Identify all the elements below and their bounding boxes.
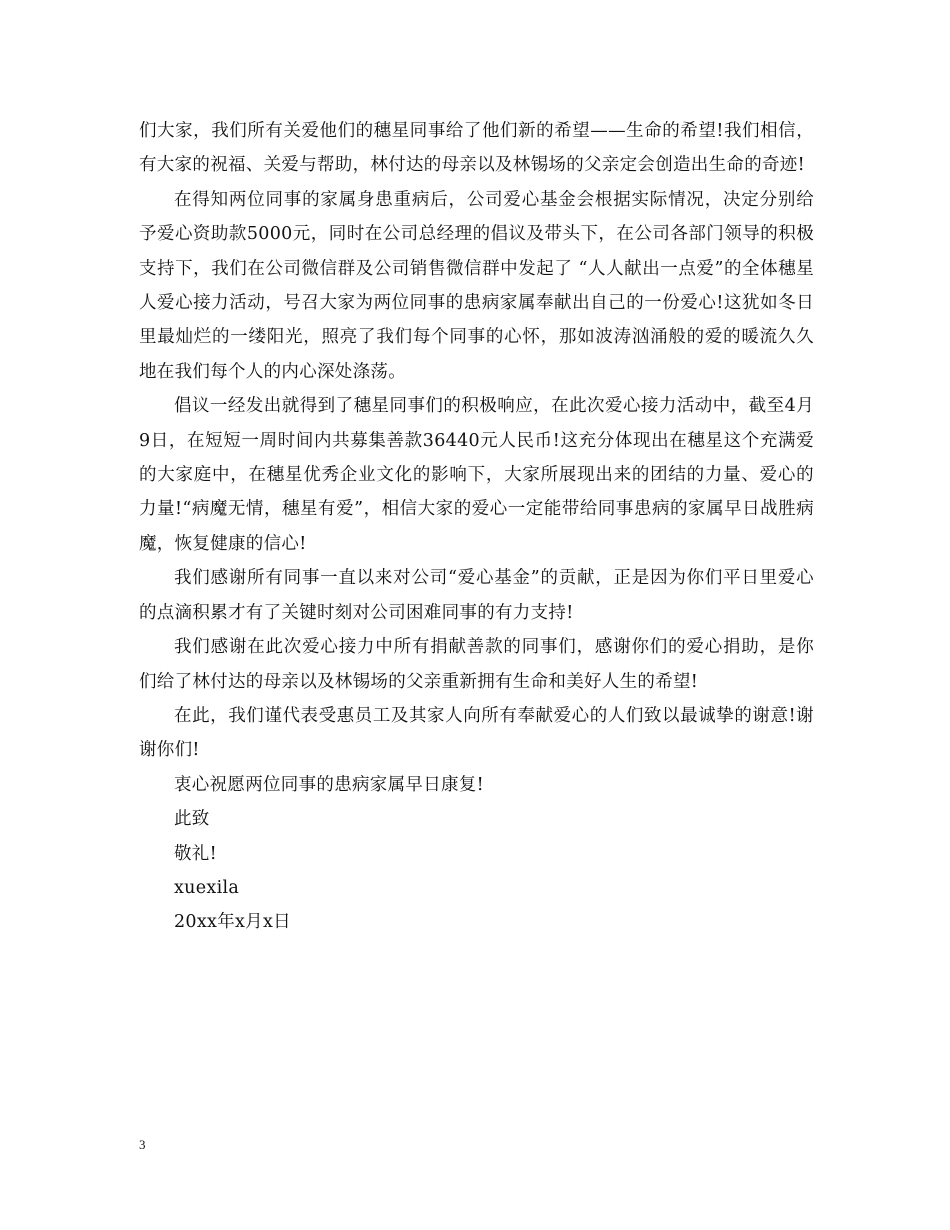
closing-regards: 敬礼! bbox=[174, 843, 217, 864]
paragraph-thanks-fund: 我们感谢所有同事一直以来对公司“爱心基金”的贡献，正是因为你们平日里爱心的点滴积累才有了关键时刻对公司困难同事的有力支持! bbox=[139, 568, 814, 623]
paragraph-gratitude: 在此，我们谨代表受惠员工及其家人向所有奉献爱心的人们致以最诚挚的谢意!谢谢你们! bbox=[139, 705, 814, 761]
closing-salutation: 此致 bbox=[174, 809, 210, 830]
page-number: 3 bbox=[139, 1137, 146, 1152]
closing-wish: 衷心祝愿两位同事的患病家属早日康复! bbox=[174, 774, 484, 795]
paragraph-funding: 在得知两位同事的家属身患重病后，公司爱心基金会根据实际情况，决定分别给予爱心资助款5000元，同时在公司总经理的倡议及带头下，在公司各部门领导的积极支持下，我们在公司微信群及公司销售微信群中发起了 “人人献出一点爱”的全体穗星人爱心接力活动，号召大家为两位同事的患病家属奉献出自己的一份爱心!这犹如冬日里最灿烂的一缕阳光，照亮了我们每个同事的心怀，那如波涛汹涌般的爱的暖流久久地在我们每个人的内心深处涤荡。 bbox=[139, 189, 814, 382]
signature: xuexila bbox=[174, 877, 240, 898]
letter-body bbox=[139, 114, 814, 940]
paragraph-thanks-donors: 我们感谢在此次爱心接力中所有捐献善款的同事们，感谢你们的爱心捐助，是你们给了林付达的母亲以及林锡场的父亲重新拥有生命和美好人生的希望! bbox=[139, 637, 814, 692]
paragraph-continuation: 们大家，我们所有关爱他们的穗星同事给了他们新的希望——生命的希望!我们相信，有大家的祝福、关爱与帮助，林付达的母亲以及林锡场的父亲定会创造出生命的奇迹! bbox=[139, 121, 814, 176]
paragraph-response: 倡议一经发出就得到了穗星同事们的积极响应，在此次爱心接力活动中，截至4月9日，在短短一周时间内共募集善款36440元人民币!这充分体现出在穗星这个充满爱的大家庭中，在穗星优秀企业文化的影响下，大家所展现出来的团结的力量、爱心的力量!“病魔无情，穗星有爱”，相信大家的爱心一定能带给同事患病的家属早日战胜病魔，恢复健康的信心! bbox=[139, 396, 814, 554]
letter-date: 20xx年x月x日 bbox=[174, 912, 291, 933]
